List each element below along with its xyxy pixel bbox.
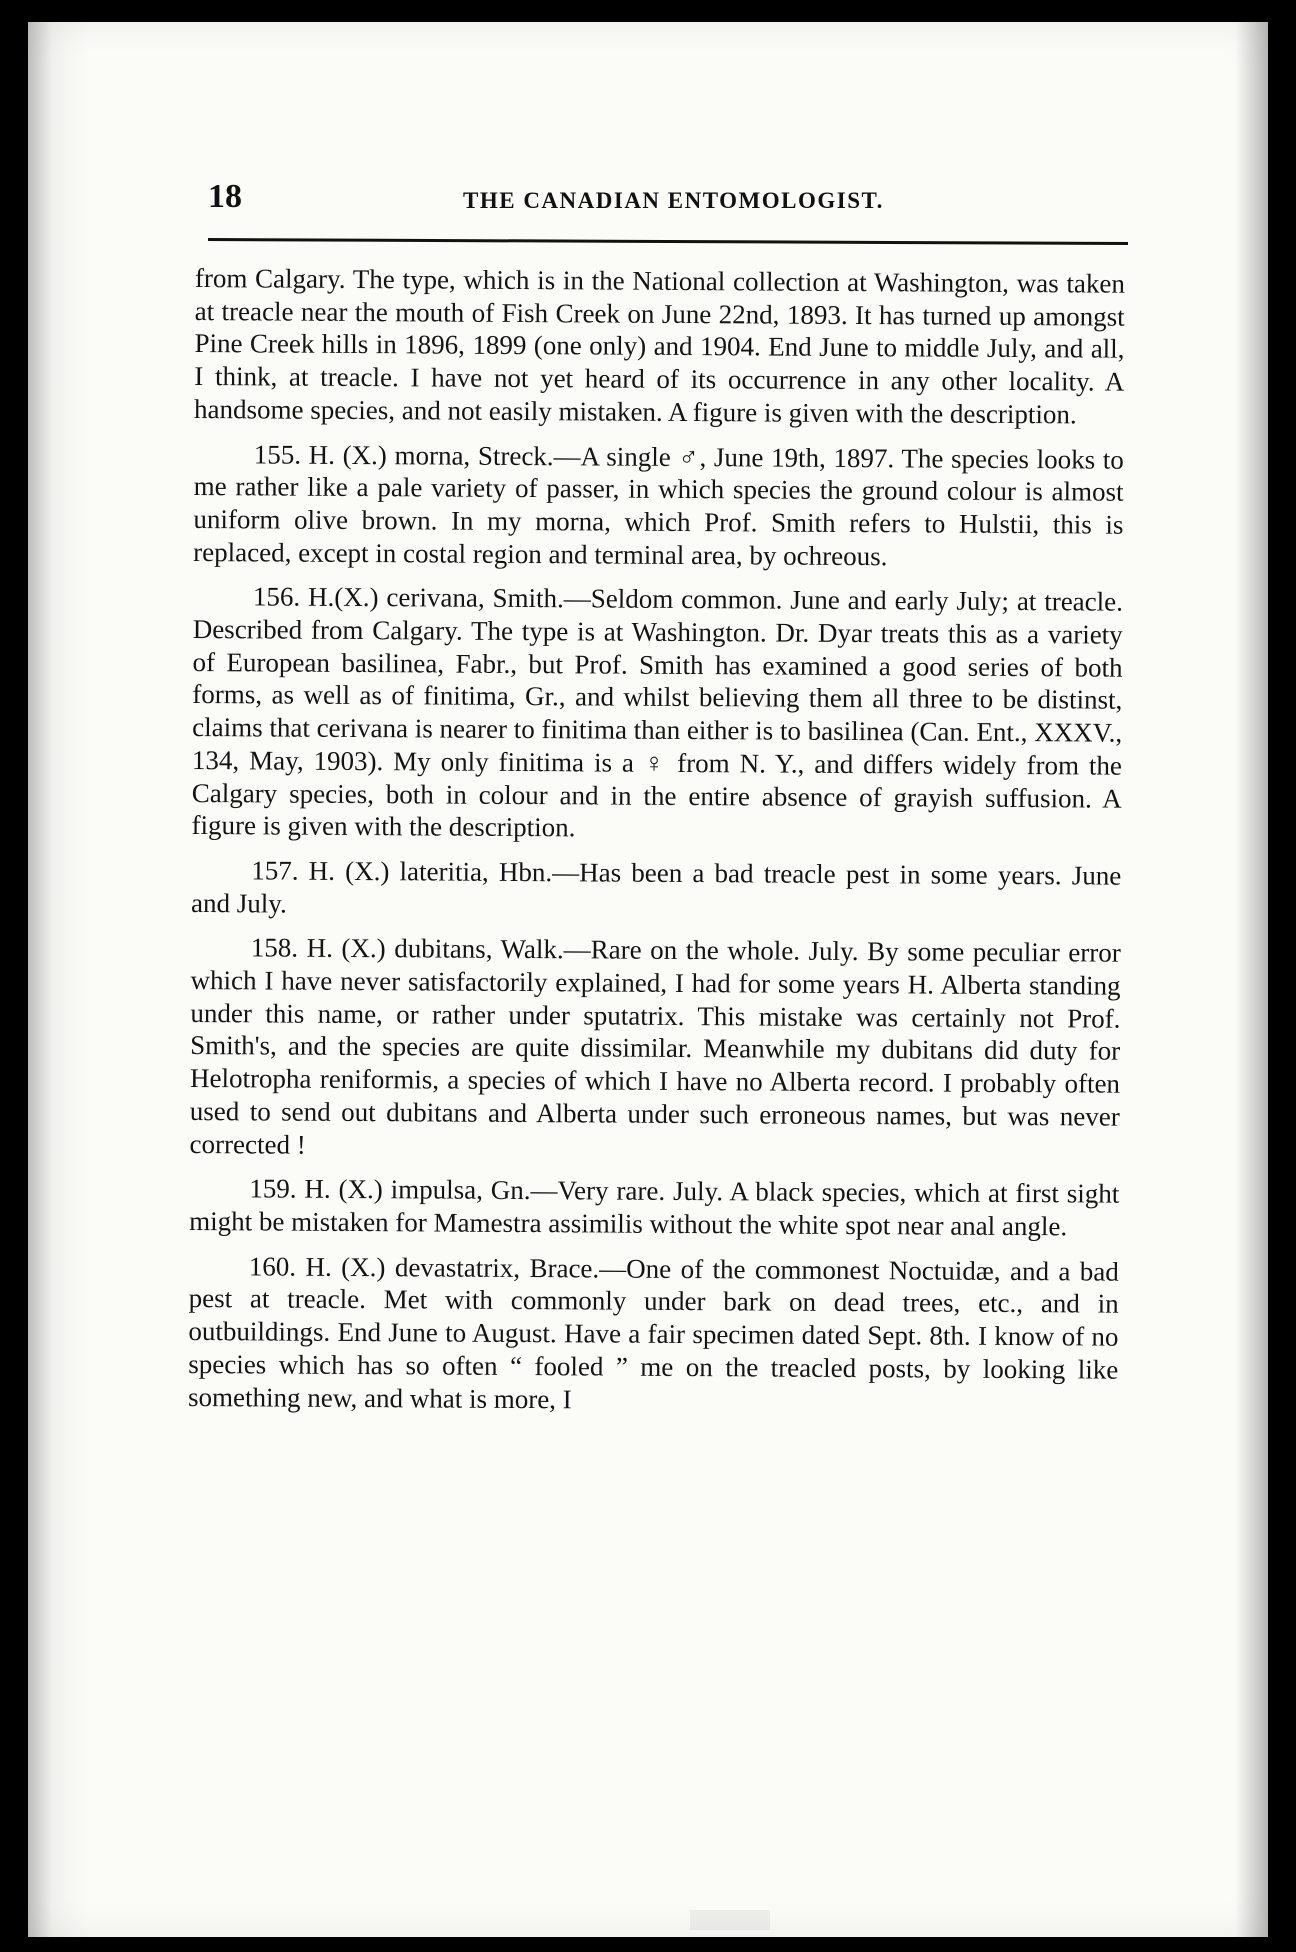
- page-bottom-mark: [690, 1910, 770, 1930]
- entry-155: 155. H. (X.) morna, Streck.—A single ♂, June 19th, 1897. The species looks to me rather like a pale variety of passer, in which species the ground colour is almost uniform olive brown. In my morna, which Prof. Smith refers to Hulstii, this is replaced, except in costal region and terminal area, by ochreous.: [193, 438, 1124, 571]
- page-body: [188, 262, 1125, 1431]
- page-header: [208, 178, 1128, 230]
- page-number: 18: [208, 178, 242, 215]
- running-title: THE CANADIAN ENTOMOLOGIST.: [463, 188, 884, 213]
- entry-157: 157. H. (X.) lateritia, Hbn.—Has been a bad treacle pest in some years. June and July.: [190, 855, 1122, 919]
- entry-160: 160. H. (X.) devastatrix, Brace.—One of the commonest Noctuidæ, and a bad pest at treacle. Met with commonly under bark on dead trees, etc., and in outbuildings. End June to August. Have a fair specimen dated Sept. 8th. I know of no species which has so often “ fooled ” me on the treacled posts, by looking like something new, and what is more, I: [187, 1251, 1119, 1414]
- entry-158: 158. H. (X.) dubitans, Walk.—Rare on the whole. July. By some peculiar error which I have never satisfactorily explained, I had for some years H. Alberta standing under this name, or rather under sputatrix. This mistake was certainly not Prof. Smith's, and the species are quite dissimilar. Meanwhile my dubitans did duty for Helotropha reniformis, a species of which I have no Alberta record. I probably often used to send out dubitans and Alberta under such erroneous names, but was never corrected !: [189, 932, 1121, 1160]
- paragraph-continuation: from Calgary. The type, which is in the National collection at Washington, was taken at treacle near the mouth of Fish Creek on June 22nd, 1893. It has turned up amongst Pine Creek hills in 1896, 1899 (one only) and 1904. End June to middle July, and all, I think, at treacle. I have not yet heard of its occurrence in any other locality. A handsome species, and not easily mistaken. A figure is given with the description.: [194, 262, 1125, 430]
- entry-156: 156. H.(X.) cerivana, Smith.—Seldom common. June and early July; at treacle. Described from Calgary. The type is at Washington. Dr. Dyar treats this as a variety of European basilinea, Fabr., but Prof. Smith has examined a good series of both forms, as well as of finitima, Gr., and whilst believing them all three to be distinst, claims that cerivana is nearer to finitima than either is to basilinea (Can. Ent., XXXV., 134, May, 1903). My only finitima is a ♀ from N. Y., and differs widely from the Calgary species, both in colour and in the entire absence of grayish suffusion. A figure is given with the description.: [191, 581, 1124, 843]
- entry-159: 159. H. (X.) impulsa, Gn.—Very rare. July. A black species, which at first sight might be mistaken for Mamestra assimilis without the white spot near anal angle.: [189, 1173, 1120, 1242]
